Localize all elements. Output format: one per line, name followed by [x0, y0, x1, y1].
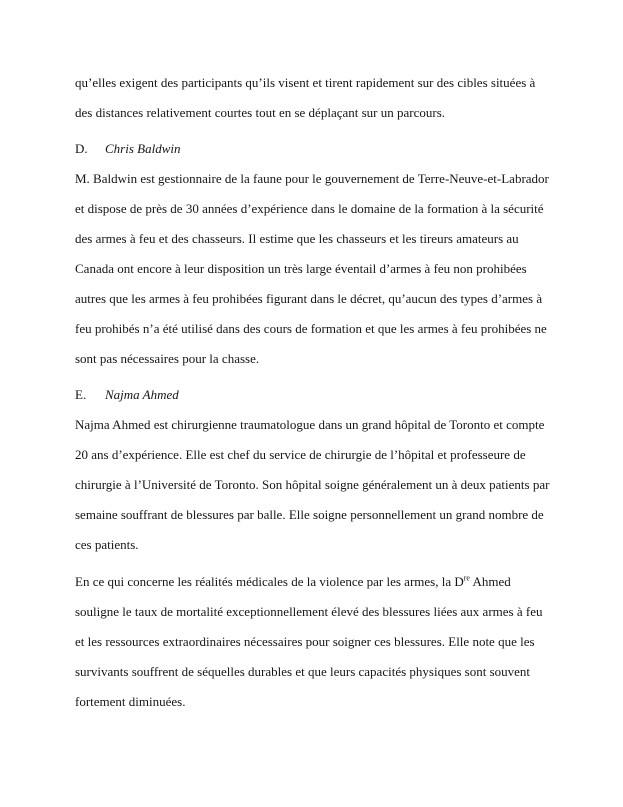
text-line: Canada ont encore à leur disposition un très large éventail d’armes à feu non prohibées [75, 261, 527, 276]
text-line: et dispose de près de 30 années d’expérience dans le domaine de la formation à la sécurité [75, 201, 544, 216]
text-segment: Ahmed [469, 574, 511, 589]
text-line: survivants souffrent de séquelles durables et que leurs capacités physiques sont souvent [75, 664, 531, 679]
paragraph-intro [75, 68, 583, 128]
text-line: chirurgie à l’Université de Toronto. Son hôpital soigne généralement un à deux patients par [75, 477, 550, 492]
text-line: des armes à feu et des chasseurs. Il estime que les chasseurs et les tireurs amateurs au [75, 231, 519, 246]
text-segment: En ce qui concerne les réalités médicales de la violence par les armes, la D [75, 574, 464, 589]
text-line: des distances relativement courtes tout en se déplaçant sur un parcours. [75, 105, 446, 120]
paragraph-ahmed-medical [75, 567, 583, 717]
text-line: autres que les armes à feu prohibées figurant dans le décret, qu’aucun des types d’armes à [75, 291, 543, 306]
paragraph-ahmed-profile [75, 410, 583, 560]
section-letter: D. [75, 141, 88, 156]
section-heading-e [75, 380, 583, 410]
section-letter: E. [75, 387, 87, 402]
text-line: sont pas nécessaires pour la chasse. [75, 351, 260, 366]
text-line: Najma Ahmed est chirurgienne traumatologue dans un grand hôpital de Toronto et compte [75, 417, 545, 432]
text-line: 20 ans d’expérience. Elle est chef du service de chirurgie de l’hôpital et professeure de [75, 447, 526, 462]
text-line: et les ressources extraordinaires nécessaires pour soigner ces blessures. Elle note que les [75, 634, 535, 649]
text-line: ces patients. [75, 537, 139, 552]
text-line [75, 567, 583, 597]
text-line: feu prohibés n’a été utilisé dans des cours de formation et que les armes à feu prohibées ne [75, 321, 547, 336]
paragraph-baldwin [75, 164, 583, 374]
superscript-ordinal: re [463, 573, 470, 583]
text-line: qu’elles exigent des participants qu’ils visent et tirent rapidement sur des cibles situées à [75, 75, 536, 90]
text-line: M. Baldwin est gestionnaire de la faune pour le gouvernement de Terre-Neuve-et-Labrador [75, 171, 549, 186]
section-heading-d [75, 134, 583, 164]
text-line: semaine souffrant de blessures par balle. Elle soigne personnellement un grand nombre de [75, 507, 544, 522]
text-line: fortement diminuées. [75, 694, 186, 709]
section-title: Chris Baldwin [105, 141, 181, 156]
text-line: souligne le taux de mortalité exceptionnellement élevé des blessures liées aux armes à feu [75, 604, 543, 619]
section-title: Najma Ahmed [105, 387, 179, 402]
